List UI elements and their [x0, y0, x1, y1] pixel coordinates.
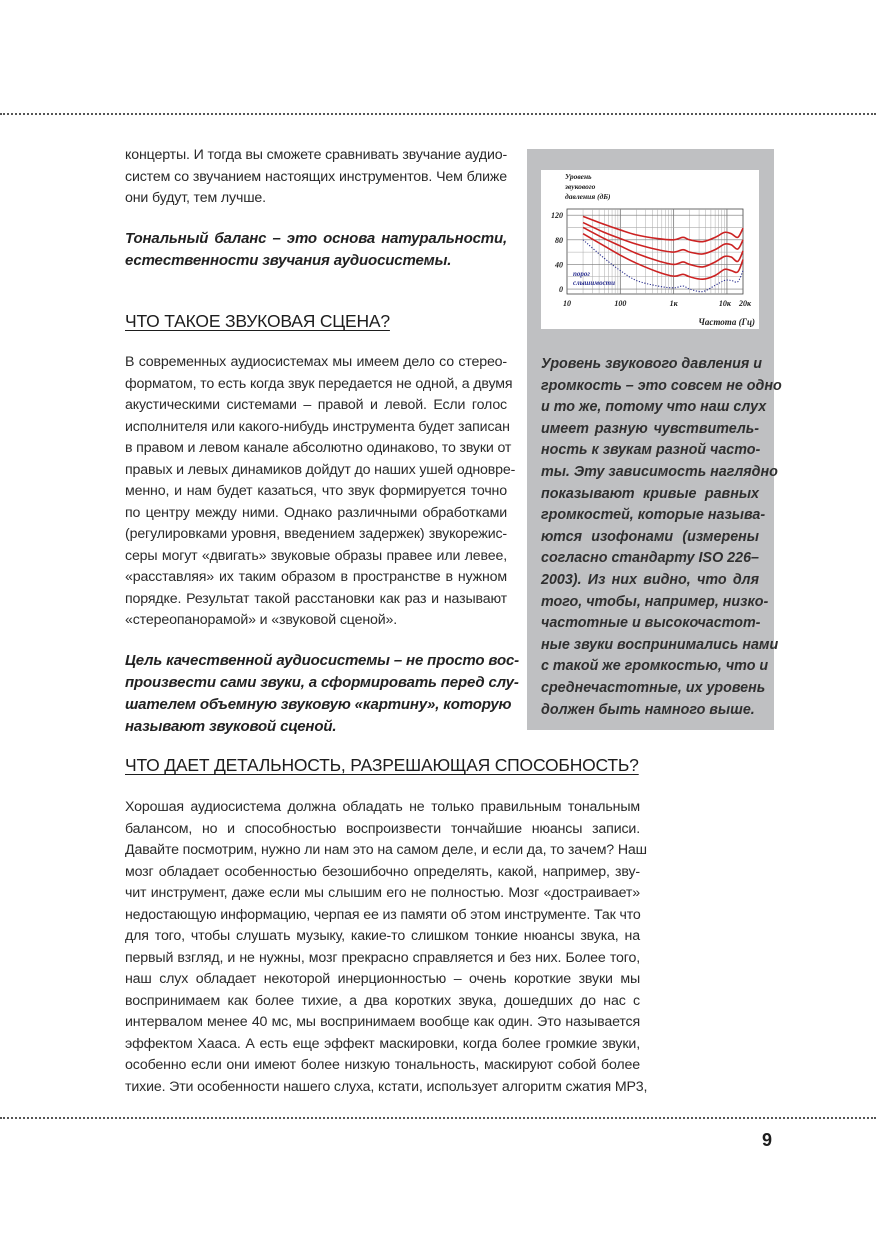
svg-text:звукового: звукового [565, 182, 596, 191]
sound-stage-emphasis: Цель качественной аудиосистемы – не просто вос- произвести сами звуки, а сформировать перед слу- шателем объемную звуковую «картину», которую называют звуковой сценой. [125, 652, 520, 735]
chart-svg [541, 170, 759, 329]
sidebar-box [527, 149, 782, 730]
svg-text:40: 40 [555, 260, 563, 270]
svg-text:слышимости: слышимости [573, 279, 616, 287]
bottom-dotted-rule [0, 1117, 876, 1119]
tonal-balance-emphasis: Тональный баланс – это основа натуральности, естественности звучания аудиосистемы. [125, 230, 507, 269]
sound-stage-paragraph: В современных аудиосистемах мы имеем дело со стерео- форматом, то есть когда звук передается не одной, а двумя акустическими системами – правой и левой. Если голос исполнителя или какого-нибудь инструмента будет записан в правом и левом канале абсолютно одинаково, то звуки от правых и левых динамиков дойдут до наших ушей одновре- менно, и нам будет казаться, что звук формируется точно по центру между ними. Однако различными обработками (регулировками уровня, введением задержек) звукорежис- серы могут «двигать» звуковые образы правее или левее, «расставляя» их таким образом в пространстве в нужном порядке. Результат такой расстановки как раз и называют «стереопанорамой» и «звуковой сценой». [125, 354, 516, 628]
svg-text:20к: 20к [738, 299, 752, 308]
svg-text:120: 120 [551, 211, 563, 221]
svg-text:давления (дБ): давления (дБ) [565, 192, 611, 201]
svg-text:80: 80 [555, 235, 563, 245]
svg-text:Уровень: Уровень [565, 172, 592, 181]
svg-text:1к: 1к [669, 299, 678, 308]
sidebar-caption: Уровень звукового давления и громкость – это совсем не одно и то же, потому что наш слух имеет разную чувствитель- ность к звукам разной часто- ты. Эту зависимость наглядно показывают кривые равных громкостей, которые называ- ются изофонами (измерены согласно стандарту ISO 226– 2003). Из них видно, что для того, чтобы, например, низко- частотные и высокочастот- ные звуки воспринимались нами с такой же громкостью, что и среднечастотные, их уровень должен быть намного выше. [541, 356, 782, 718]
detail-paragraph: Хорошая аудиосистема должна обладать не только правильным тональным балансом, но и способностью воспроизвести тончайшие нюансы записи. Давайте посмотрим, нужно ли нам это на самом деле, и если да, то зачем? Наш мозг обладает особенностью безошибочно определять, какой, например, зву- чит инструмент, даже если мы слышим его не полностью. Мозг «достраивает» недостающую информацию, черпая ее из памяти об этом инструменте. Так что для того, чтобы слушать музыку, какие-то слишком тонкие нюансы звука, на первый взгляд, и не нужны, мозг прекрасно справляется и без них. Более того, наш слух обладает некоторой инерционностью – очень короткие звуки мы воспринимаем как более тихие, а два коротких звука, дошедших до нас с интервалом менее 40 мс, мы воспринимаем вообще как один. Это называется эффектом Хааса. А есть еще эффект маскировки, когда более громкие звуки, особенно если они имеют более низкую тональность, маскируют собой более тихие. Эти особенности нашего слуха, кстати, использует алгоритм сжатия MP3, [125, 799, 648, 1095]
equal-loudness-chart [541, 170, 759, 329]
svg-text:100: 100 [614, 299, 627, 308]
svg-text:10к: 10к [718, 299, 731, 308]
page-number: 9 [762, 1130, 773, 1150]
top-dotted-rule [0, 113, 876, 115]
chart-y-axis-label [564, 172, 611, 201]
heading-detail-resolution: ЧТО ДАЕТ ДЕТАЛЬНОСТЬ, РАЗРЕШАЮЩАЯ СПОСОБНОСТЬ? [125, 755, 639, 775]
chart-x-axis-label: Частота (Гц) [698, 317, 755, 327]
svg-text:10: 10 [563, 299, 571, 308]
svg-text:порог: порог [573, 270, 590, 278]
intro-paragraph: концерты. И тогда вы сможете сравнивать звучание аудио- систем со звучанием настоящих инструментов. Чем ближе они будут, тем лучше. [125, 147, 508, 206]
svg-text:0: 0 [559, 285, 563, 295]
heading-sound-stage: ЧТО ТАКОЕ ЗВУКОВАЯ СЦЕНА? [125, 311, 390, 331]
